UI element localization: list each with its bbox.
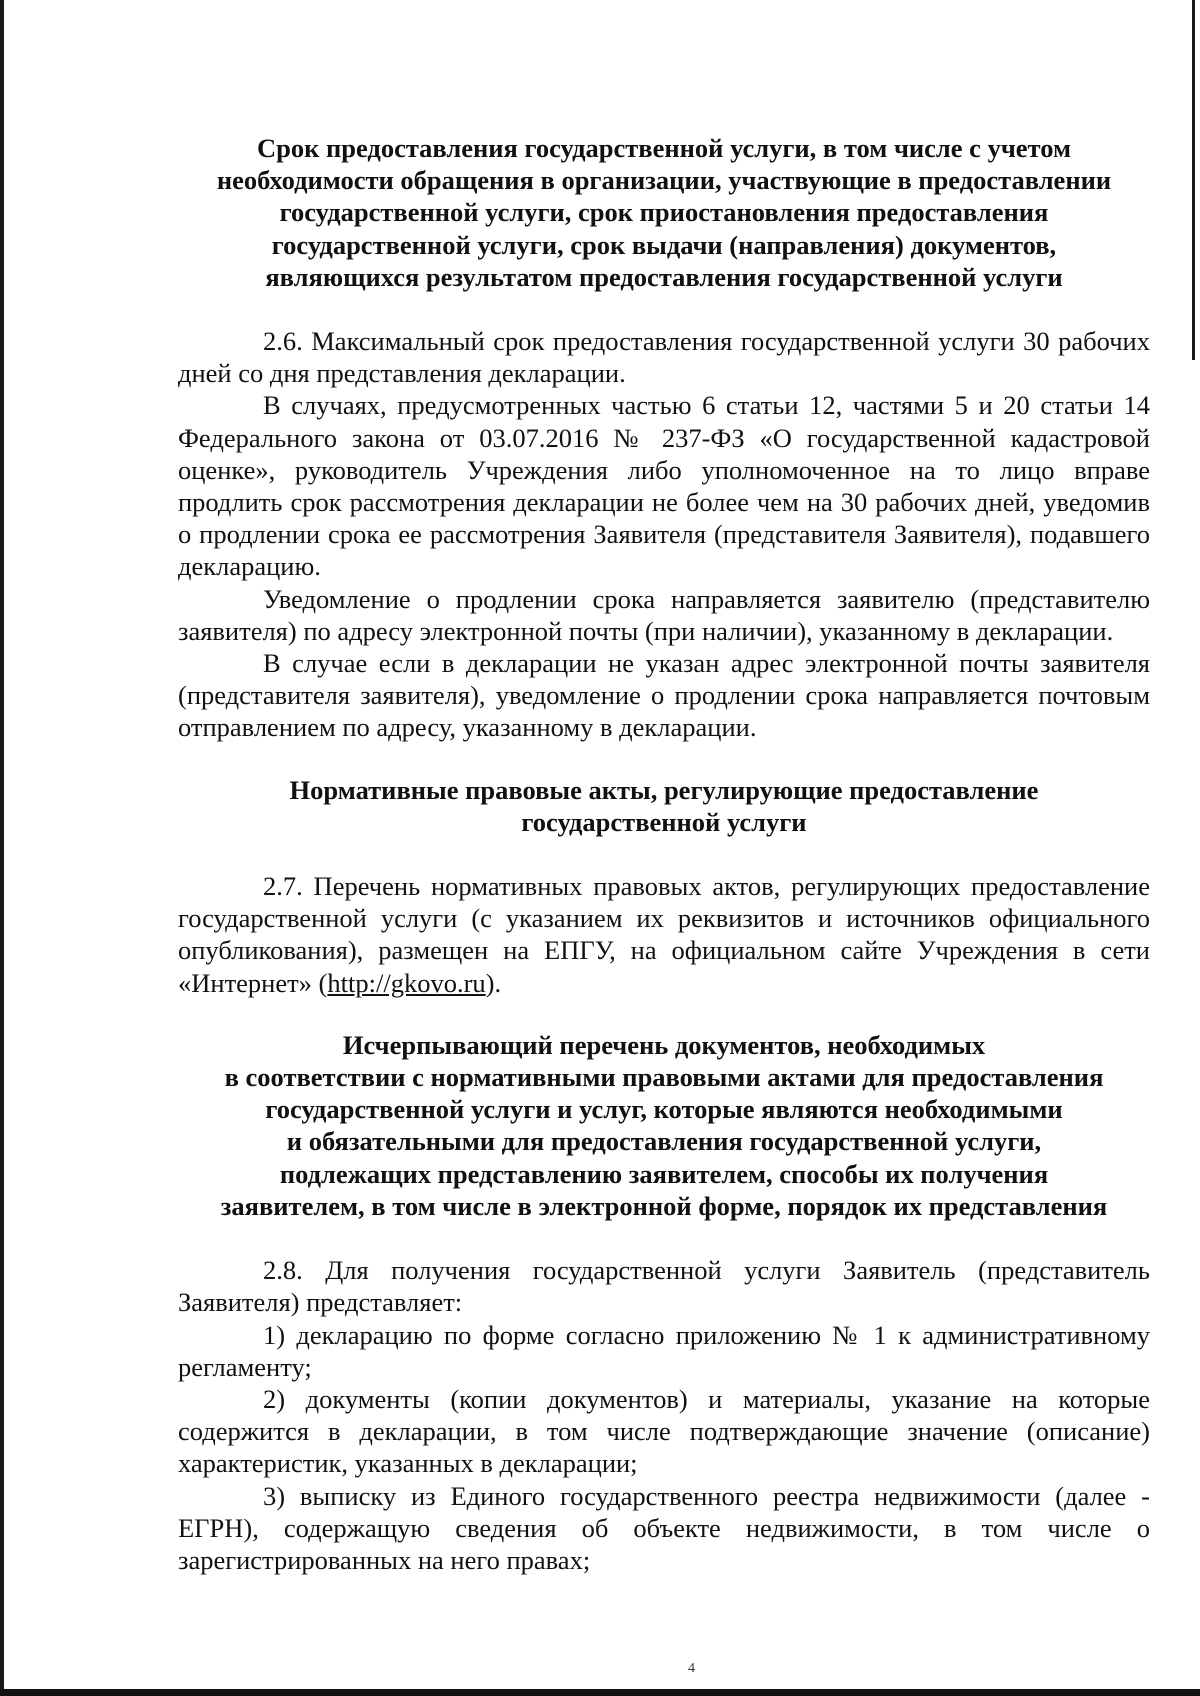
website-link[interactable]: http://gkovo.ru: [327, 967, 486, 998]
section-2-heading: [178, 774, 1150, 838]
heading-line: являющихся результатом предоставления государственной услуги: [265, 261, 1063, 292]
paragraph-extension: В случаях, предусмотренных частью 6 статьи 12, частями 5 и 20 статьи 14 Федерального закона от 03.07.2016 № 237-ФЗ «О государственной кадастровой оценке», руководитель Учреждения либо уполномоченное на то лицо вправе продлить срок рассмотрения декларации не более чем на 30 рабочих дней, уведомив о продлении срока ее рассмотрения Заявителя (представителя Заявителя), подавшего декларацию.: [178, 390, 1150, 582]
paragraph-2-7: [178, 870, 1150, 999]
document-body: [178, 132, 1150, 1576]
heading-line: государственной услуги: [521, 806, 807, 837]
heading-line: подлежащих представлению заявителем, способы их получения: [279, 1158, 1049, 1189]
paragraph-notification: Уведомление о продлении срока направляется заявителю (представителю заявителя) по адресу электронной почты (при наличии), указанному в декларации.: [178, 583, 1150, 646]
heading-line: государственной услуги, срок приостановления предоставления: [279, 197, 1049, 228]
heading-line: Срок предоставления государственной услуги, в том числе с учетом: [256, 133, 1071, 163]
scan-right-edge: [1192, 0, 1195, 360]
heading-line: государственной услуги, срок выдачи (направления) документов,: [271, 229, 1057, 260]
scan-bottom-edge: [0, 1689, 1200, 1696]
paragraph-postal-notification: В случае если в декларации не указан адрес электронной почты заявителя (представителя заявителя), уведомление о продлении срока направляется почтовым отправлением по адресу, указанному в декларации.: [178, 648, 1150, 743]
heading-line: Исчерпывающий перечень документов, необходимых: [342, 1029, 986, 1060]
list-item-3: 3) выписку из Единого государственного реестра недвижимости (далее - ЕГРН), содержащую сведения об объекте недвижимости, в том числе о зарегистрированных на него правах;: [178, 1480, 1150, 1575]
section-3-heading: [178, 1029, 1150, 1222]
scan-left-edge: [0, 0, 4, 1696]
heading-line: и обязательными для предоставления государственной услуги,: [286, 1126, 1042, 1157]
heading-line: в соответствии с нормативными правовыми актами для предоставления: [224, 1062, 1104, 1093]
paragraph-text: 2.7. Перечень нормативных правовых актов, регулирующих предоставление государственной услуги (с указанием их реквизитов и источников официального опубликования), размещен на ЕПГУ, на официальном сайте Учреждения в сети «Интернет» (: [178, 871, 1150, 998]
page-number: 4: [688, 1661, 699, 1676]
paragraph-2-8: 2.8. Для получения государственной услуги Заявитель (представитель Заявителя) представляет:: [178, 1255, 1150, 1318]
list-item-2: 2) документы (копии документов) и материалы, указание на которые содержится в декларации, в том числе подтверждающие значение (описание) характеристик, указанных в декларации;: [178, 1383, 1150, 1479]
paragraph-2-6: 2.6. Максимальный срок предоставления государственной услуги 30 рабочих дней со дня представления декларации.: [178, 326, 1150, 389]
heading-line: Нормативные правовые акты, регулирующие предоставление: [289, 774, 1039, 805]
paragraph-text: ).: [485, 967, 502, 998]
heading-line: необходимости обращения в организации, участвующие в предоставлении: [216, 165, 1112, 196]
heading-line: заявителем, в том числе в электронной форме, порядок их представления: [220, 1190, 1108, 1221]
section-1-heading: [178, 132, 1150, 293]
heading-line: государственной услуги и услуг, которые являются необходимыми: [265, 1094, 1063, 1125]
list-item-1: 1) декларацию по форме согласно приложению № 1 к административному регламенту;: [178, 1319, 1150, 1382]
